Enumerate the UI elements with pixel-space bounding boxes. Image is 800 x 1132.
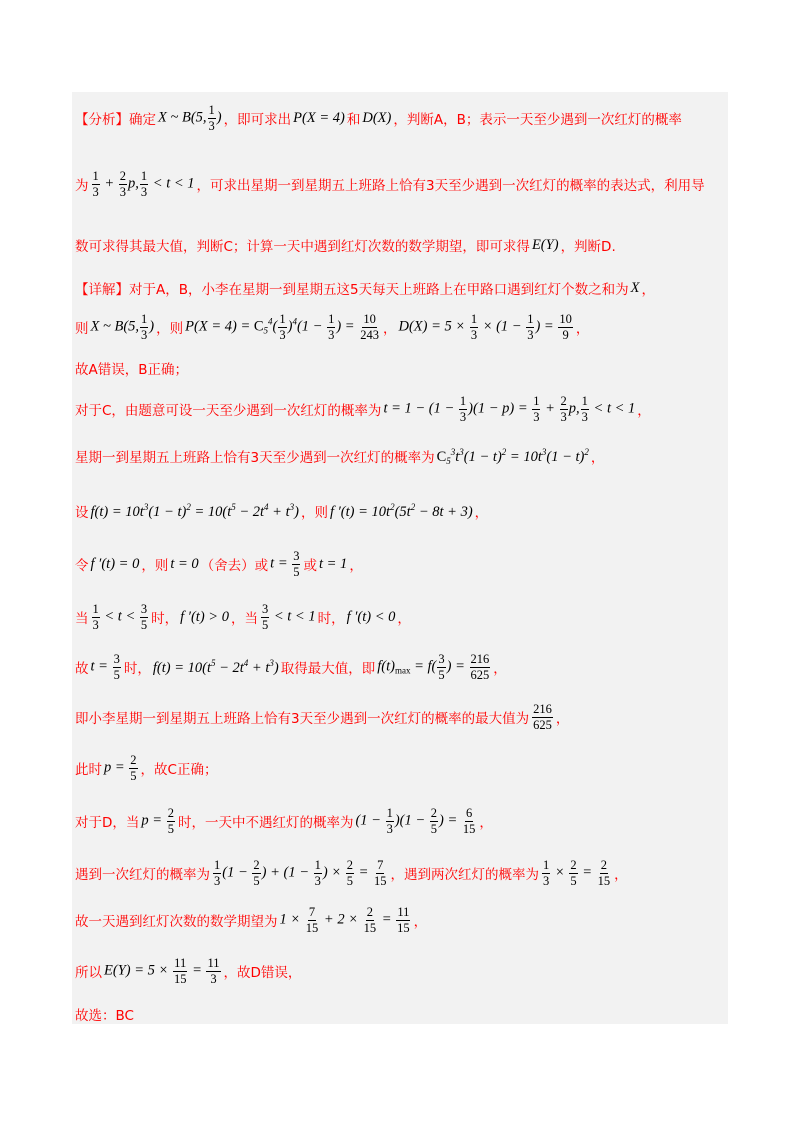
- text-run: 数可求得其最大值，判断C；计算一天中遇到红灯次数的数学期望，即可求得: [75, 239, 530, 255]
- text-line: [75, 225, 723, 265]
- text-run: 时，: [317, 611, 345, 627]
- text-run: ，: [349, 558, 363, 574]
- math-formula: X ~ B(5, $\frac{1}{3}$ ): [158, 103, 222, 133]
- text-run: 即小李星期一到星期五上班路上恰有3天至少遇到一次红灯的概率的最大值为: [75, 711, 530, 727]
- math-formula: f ′(t) > 0: [180, 608, 229, 625]
- text-line: [75, 348, 723, 388]
- text-line: [75, 597, 723, 637]
- text-run: 此时: [75, 762, 102, 778]
- text-run: 对于C，由题意可设一天至少遇到一次红灯的概率为: [75, 403, 382, 419]
- math-formula: P(X = 4): [293, 109, 345, 126]
- math-formula: p = $\frac{2}{5}$: [141, 806, 174, 836]
- text-line: [75, 994, 723, 1034]
- text-line: [75, 389, 723, 429]
- text-run: 确定: [129, 112, 156, 128]
- math-formula: E(Y): [531, 236, 559, 253]
- text-line: [75, 307, 723, 347]
- text-run: 时，: [151, 611, 179, 627]
- text-run: ，判断D.: [560, 239, 616, 255]
- math-formula: $P(X = 4) = C_5^4$( $\frac{1}{3}$ )$^4$(1 − $\frac{1}{3}$ ) = $\frac{10}{243}$: [185, 312, 379, 342]
- text-run: ，: [641, 282, 655, 298]
- text-line: [75, 491, 723, 531]
- section-label: 【分析】: [75, 112, 129, 128]
- text-run: ，: [555, 711, 570, 727]
- text-run: 时，一天中不遇红灯的概率为: [177, 815, 354, 831]
- text-run: 所以: [75, 965, 102, 981]
- text-line: [75, 98, 723, 138]
- text-run: 故: [75, 661, 89, 677]
- text-run: 当: [75, 611, 89, 627]
- math-formula: $\frac{1}{3}$ × $\frac{2}{5}$ = $\frac{2}{15}$: [543, 858, 611, 888]
- text-line: [75, 900, 723, 940]
- text-run: ，可求出星期一到星期五上班路上恰有3天至少遇到一次红灯的概率的表达式，利用导: [196, 178, 705, 194]
- text-run: 故选：BC: [75, 1008, 134, 1024]
- math-formula: D(X): [362, 109, 392, 126]
- text-line: [75, 697, 723, 737]
- text-run: ，: [474, 505, 489, 521]
- math-formula: X ~ B(5, $\frac{1}{3}$ ): [90, 312, 155, 342]
- math-formula: D(X) = 5 × $\frac{1}{3}$ × (1 − $\frac{1}{3}$ ) = $\frac{10}{9}$: [398, 312, 572, 342]
- text-run: ，: [637, 403, 651, 419]
- text-run: 和: [346, 112, 361, 128]
- text-line: [75, 853, 723, 893]
- text-run: ，判断A，B；表示一天至少遇到一次红灯的概率: [393, 112, 682, 128]
- math-formula: f $'(t) = 10t^2(5t^2 - 8t + 3)$: [329, 501, 473, 520]
- text-line: [75, 164, 723, 204]
- math-formula: t = 1 − (1 − $\frac{1}{3}$ )(1 − p) = $\frac{1}{3}$ + $\frac{2}{3}$ p, $\frac{1}{3}$ < t < 1: [383, 394, 636, 424]
- text-run: （舍去）或: [200, 558, 269, 574]
- text-line: [75, 647, 723, 687]
- text-run: ，: [382, 321, 397, 337]
- math-formula: p = $\frac{2}{5}$: [104, 753, 137, 783]
- text-run: 取得最大值，即: [280, 661, 376, 677]
- text-run: 或: [303, 558, 317, 574]
- math-formula: t = 1: [318, 555, 348, 572]
- text-run: ，: [590, 450, 605, 466]
- text-run: ，即可求出: [223, 112, 292, 128]
- text-run: ，则: [156, 321, 184, 337]
- text-run: ，则: [141, 558, 169, 574]
- math-formula: $f(t) = 10t^3(1 - t)^2 = 10(t^5 - 2t^4 + t^3)$: [90, 501, 299, 520]
- text-run: ，故D错误，: [223, 965, 302, 981]
- text-run: 为: [75, 178, 89, 194]
- text-run: 则: [75, 321, 89, 337]
- text-run: ，: [493, 661, 507, 677]
- math-formula: (1 − $\frac{1}{3}$ )(1 − $\frac{2}{5}$ ) = $\frac{6}{15}$: [355, 806, 476, 836]
- math-formula: f ′(t) = 0: [90, 555, 140, 572]
- math-formula: $\frac{1}{3}$ (1 − $\frac{2}{5}$ ) + (1 − $\frac{1}{3}$ ) × $\frac{2}{5}$ = $\frac{7}{15}$: [214, 858, 387, 888]
- math-formula: f ′(t) < 0: [346, 608, 396, 625]
- math-formula: t = 0: [170, 555, 199, 572]
- text-run: ，则: [300, 505, 328, 521]
- math-formula: 1 × $\frac{7}{15}$ + 2 × $\frac{2}{15}$ = $\frac{11}{15}$: [279, 905, 410, 935]
- math-formula: $\frac{216}{625}$: [533, 702, 552, 732]
- text-run: ，当: [230, 611, 258, 627]
- math-formula: $\frac{1}{3}$ + $\frac{2}{3}$ p, $\frac{1}{3}$ < t < 1: [92, 169, 195, 199]
- math-formula: $\frac{1}{3}$ < t < $\frac{3}{5}$: [92, 602, 148, 632]
- text-run: ，: [614, 867, 628, 883]
- text-run: 设: [75, 505, 89, 521]
- math-formula: $\frac{3}{5}$ < t < 1: [261, 602, 316, 632]
- math-formula: t = $\frac{3}{5}$: [270, 549, 300, 579]
- math-formula: $f(t) = 10(t^5 - 2t^4 + t^3)$: [152, 657, 279, 676]
- text-run: 故A错误，B正确；: [75, 362, 188, 378]
- text-line: [75, 544, 723, 584]
- text-run: ，遇到两次红灯的概率为: [390, 867, 540, 883]
- text-run: ，故C正确；: [140, 762, 218, 778]
- text-run: 故一天遇到红灯次数的数学期望为: [75, 914, 278, 930]
- text-run: 对于D，当: [75, 815, 140, 831]
- text-run: ，: [575, 321, 590, 337]
- text-line: [75, 268, 723, 308]
- text-run: 遇到一次红灯的概率为: [75, 867, 210, 883]
- text-line: [75, 748, 723, 788]
- math-formula: X: [630, 279, 640, 296]
- math-formula: $f(t)_{max} = f$( $\frac{3}{5}$ ) = $\frac{216}{625}$: [377, 652, 490, 682]
- text-run: ，: [413, 914, 428, 930]
- text-run: ，: [397, 611, 411, 627]
- text-line: [75, 436, 723, 476]
- text-run: 令: [75, 558, 89, 574]
- text-run: 对于A，B，小李在星期一到星期五这5天每天上班路上在甲路口遇到红灯个数之和为: [129, 282, 629, 298]
- text-line: [75, 801, 723, 841]
- math-formula: $C_5^3t^3(1 - t)^2 = 10t^3(1 - t)^2$: [436, 446, 589, 466]
- text-line: [75, 951, 723, 991]
- section-label: 【详解】: [75, 282, 129, 298]
- math-formula: t = $\frac{3}{5}$: [90, 652, 120, 682]
- math-formula: E(Y) = 5 × $\frac{11}{15}$ = $\frac{11}{3}$: [104, 956, 220, 986]
- text-run: 时，: [123, 661, 151, 677]
- text-run: ，: [479, 815, 493, 831]
- text-run: 星期一到星期五上班路上恰有3天至少遇到一次红灯的概率为: [75, 450, 435, 466]
